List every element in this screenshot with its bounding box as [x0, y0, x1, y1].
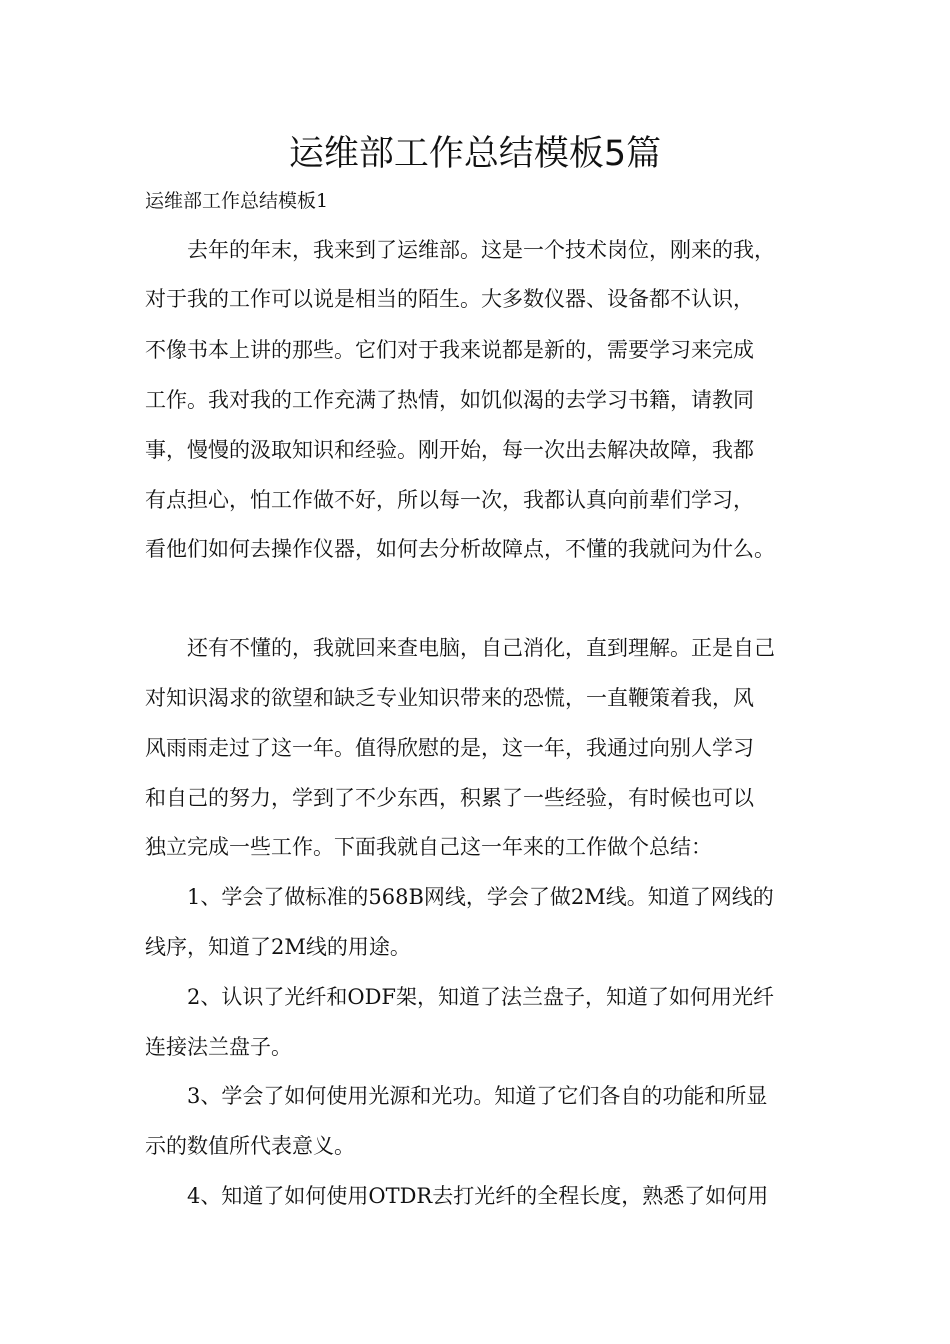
- paragraph-line: 和自己的努力，学到了不少东西，积累了一些经验，有时候也可以: [145, 786, 754, 810]
- list-item-line: 4、知道了如何使用OTDR去打光纤的全程长度，熟悉了如何用: [145, 1184, 769, 1208]
- paragraph-line: 看他们如何去操作仪器，如何去分析故障点，不懂的我就问为什么。: [145, 537, 775, 561]
- list-item-line: 线序，知道了2M线的用途。: [145, 935, 411, 959]
- list-item-line: 示的数值所代表意义。: [145, 1134, 355, 1158]
- list-item-line: 1、学会了做标准的568B网线，学会了做2M线。知道了网线的: [145, 885, 774, 909]
- paragraph-line: 去年的年末，我来到了运维部。这是一个技术岗位，刚来的我，: [145, 238, 775, 262]
- list-item-line: 连接法兰盘子。: [145, 1035, 292, 1059]
- section-heading: 运维部工作总结模板1: [145, 190, 329, 212]
- paragraph-line: 有点担心，怕工作做不好，所以每一次，我都认真向前辈们学习，: [145, 488, 754, 512]
- paragraph-line: 独立完成一些工作。下面我就自己这一年来的工作做个总结：: [145, 835, 712, 859]
- list-item-line: 2、认识了光纤和ODF架，知道了法兰盘子，知道了如何用光纤: [145, 985, 774, 1009]
- paragraph-line: 不像书本上讲的那些。它们对于我来说都是新的，需要学习来完成: [145, 338, 754, 362]
- paragraph-line: 对知识渴求的欲望和缺乏专业知识带来的恐慌，一直鞭策着我，风: [145, 686, 754, 710]
- paragraph-line: 风雨雨走过了这一年。值得欣慰的是，这一年，我通过向别人学习: [145, 736, 754, 760]
- list-item-line: 3、学会了如何使用光源和光功。知道了它们各自的功能和所显: [145, 1084, 768, 1108]
- paragraph-line: 还有不懂的，我就回来查电脑，自己消化，直到理解。正是自己: [145, 636, 775, 660]
- paragraph-line: 工作。我对我的工作充满了热情，如饥似渴的去学习书籍，请教同: [145, 388, 754, 412]
- document-title: 运维部工作总结模板5篇: [288, 134, 662, 174]
- paragraph-line: 对于我的工作可以说是相当的陌生。大多数仪器、设备都不认识，: [145, 287, 754, 311]
- paragraph-line: 事，慢慢的汲取知识和经验。刚开始，每一次出去解决故障，我都: [145, 438, 754, 462]
